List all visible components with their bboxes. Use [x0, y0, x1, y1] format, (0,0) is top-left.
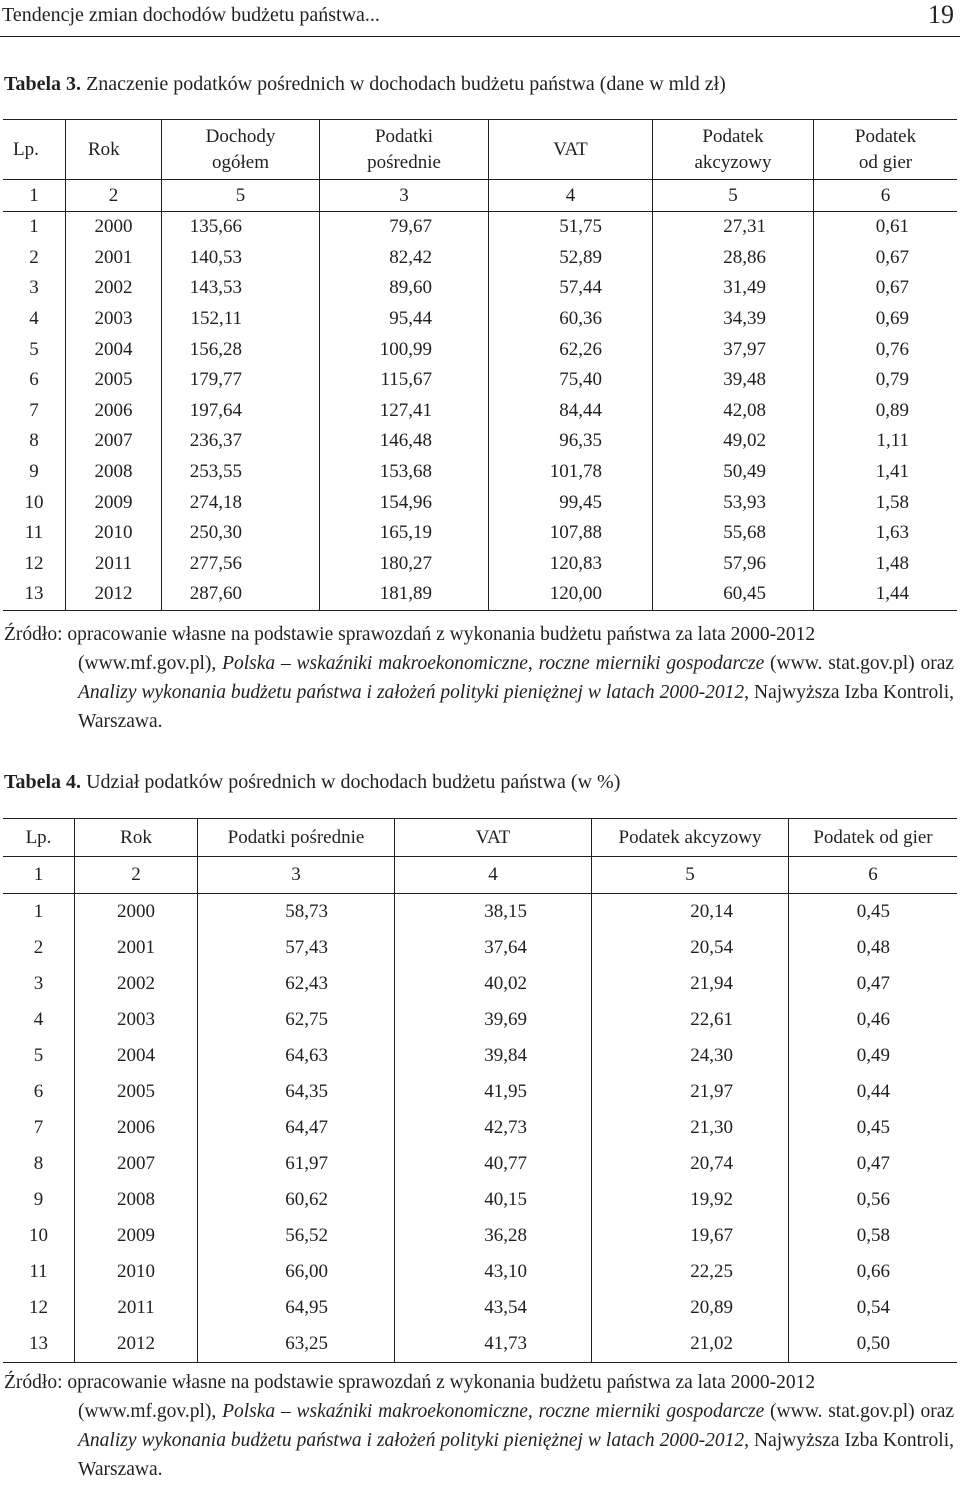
table-cell: 20,54 — [592, 930, 789, 966]
page-number: 19 — [928, 0, 954, 29]
table-cell: 2012 — [66, 579, 162, 610]
table-cell: 115,67 — [320, 365, 489, 396]
table-cell: 143,53 — [162, 273, 320, 304]
table-row — [3, 894, 957, 931]
table-cell: 39,84 — [395, 1038, 592, 1074]
table-row — [3, 1146, 957, 1182]
table-row — [3, 1074, 957, 1110]
table-cell: 27,31 — [653, 212, 814, 243]
table-row — [3, 243, 957, 274]
table-cell: 82,42 — [320, 243, 489, 274]
page-header — [0, 0, 960, 37]
table4 — [3, 818, 957, 1363]
col-header-gier — [814, 120, 958, 180]
table-row — [3, 1218, 957, 1254]
col-header-rok: Rok — [66, 120, 162, 180]
table-row — [3, 1110, 957, 1146]
table-cell: 146,48 — [320, 426, 489, 457]
column-number-row — [3, 180, 957, 212]
table-cell: 1,58 — [814, 487, 958, 518]
table-cell: 1,11 — [814, 426, 958, 457]
table-cell: 0,61 — [814, 212, 958, 243]
col-header-podatki: Podatki pośrednie — [198, 819, 395, 857]
table-cell: 95,44 — [320, 304, 489, 335]
table-cell: 63,25 — [198, 1326, 395, 1363]
table-cell: 20,14 — [592, 894, 789, 931]
table-cell: 253,55 — [162, 457, 320, 488]
table-cell: 2011 — [66, 549, 162, 580]
column-number-cell: 1 — [3, 857, 75, 894]
column-number-cell: 3 — [198, 857, 395, 894]
table-cell: 154,96 — [320, 487, 489, 518]
source-prefix: Źródło: opracowanie własne na podstawie sprawozdań z wykonania budżetu państwa za lata 2000-2012 — [4, 624, 816, 645]
table-row — [3, 304, 957, 335]
source-part2: (www. — [764, 1401, 823, 1422]
table-row — [3, 1290, 957, 1326]
table-cell: 43,54 — [395, 1290, 592, 1326]
table-cell: 60,36 — [489, 304, 653, 335]
table-cell: 1,48 — [814, 549, 958, 580]
table-cell: 12 — [29, 1297, 48, 1318]
table-cell: 64,35 — [198, 1074, 395, 1110]
table-cell: 84,44 — [489, 396, 653, 427]
table-cell: 2007 — [66, 426, 162, 457]
table-cell: 8 — [33, 1153, 44, 1174]
table-cell: 1,41 — [814, 457, 958, 488]
column-number-row — [3, 857, 957, 894]
table-cell: 2 — [29, 246, 39, 268]
table-cell: 2002 — [66, 273, 162, 304]
table-cell: 19,92 — [592, 1182, 789, 1218]
col-header-gier: Podatek od gier — [789, 819, 958, 857]
source-prefix: Źródło: opracowanie własne na podstawie sprawozdań z wykonania budżetu państwa za lata 2000-2012 — [4, 1372, 816, 1393]
column-number-cell: 5 — [162, 180, 320, 212]
table-cell: 1,63 — [814, 518, 958, 549]
table-cell: 22,25 — [592, 1254, 789, 1290]
table-row — [3, 518, 957, 549]
table-cell: 4 — [29, 308, 39, 330]
table-cell: 2005 — [66, 365, 162, 396]
table-cell: 2003 — [75, 1002, 198, 1038]
column-number-cell: 3 — [320, 180, 489, 212]
source-body — [4, 1397, 954, 1484]
table3-label: Tabela 3. — [4, 73, 82, 95]
table-cell: 39,48 — [653, 365, 814, 396]
table-cell: 20,74 — [592, 1146, 789, 1182]
col-header-lp: Lp. — [3, 819, 75, 857]
column-number-cell: 2 — [66, 180, 162, 212]
table-cell: 21,02 — [592, 1326, 789, 1363]
table-cell: 180,27 — [320, 549, 489, 580]
table-cell: 56,52 — [198, 1218, 395, 1254]
table-cell: 64,47 — [198, 1110, 395, 1146]
col-header-gier-line1: Podatek — [854, 125, 917, 147]
source-italic3: 2000-2012 — [659, 682, 745, 703]
table-row — [3, 426, 957, 457]
table-cell: 58,73 — [198, 894, 395, 931]
column-number-cell: 4 — [395, 857, 592, 894]
table-cell: 101,78 — [489, 457, 653, 488]
table-cell: 0,47 — [789, 966, 958, 1002]
table4-label: Tabela 4. — [4, 771, 82, 793]
table-cell: 6 — [33, 1081, 44, 1102]
source-part3: stat.gov.pl) oraz — [828, 1401, 955, 1422]
table-cell: 39,69 — [395, 1002, 592, 1038]
table-cell: 179,77 — [162, 365, 320, 396]
table-cell: 62,43 — [198, 966, 395, 1002]
table-cell: 127,41 — [320, 396, 489, 427]
table4-source-note — [4, 1368, 954, 1484]
table-cell: 66,00 — [198, 1254, 395, 1290]
table-cell: 1 — [29, 216, 39, 238]
table-cell: 13 — [3, 579, 66, 610]
table-cell: 10 — [24, 491, 44, 513]
table-cell: 2001 — [75, 930, 198, 966]
table-cell: 2005 — [75, 1074, 198, 1110]
table4-title: Udział podatków pośrednich w dochodach budżetu państwa (w %) — [86, 771, 621, 793]
table-cell: 9 — [29, 461, 39, 483]
table-cell: 0,47 — [789, 1146, 958, 1182]
source-italic1: Polska – wskaźniki makroekonomiczne, roczne mierniki gospodarcze — [222, 653, 765, 674]
col-header-akcyza-line1: Podatek — [702, 125, 764, 147]
table3-title: Znaczenie podatków pośrednich w dochodach budżetu państwa (dane w mld zł) — [86, 73, 726, 95]
col-header-dochody-line1: Dochody — [205, 125, 276, 147]
table-cell: 42,73 — [395, 1110, 592, 1146]
table-cell: 2006 — [75, 1110, 198, 1146]
table-cell: 12 — [24, 552, 44, 574]
col-header-gier-line2: od gier — [858, 151, 913, 173]
table-cell: 40,15 — [395, 1182, 592, 1218]
table-cell: 120,00 — [489, 579, 653, 610]
table-cell: 287,60 — [162, 579, 320, 610]
table-cell: 0,50 — [789, 1326, 958, 1363]
table3 — [3, 119, 957, 611]
table-cell: 3 — [33, 973, 44, 994]
table-cell: 2 — [33, 937, 44, 958]
table-cell: 0,67 — [814, 243, 958, 274]
col-header-dochody — [162, 120, 320, 180]
col-header-podatki-line2: pośrednie — [367, 151, 441, 173]
table-cell: 24,30 — [592, 1038, 789, 1074]
table-cell: 3 — [29, 277, 39, 299]
table-row — [3, 487, 957, 518]
table-cell: 100,99 — [320, 334, 489, 365]
table-row — [3, 212, 957, 243]
table-cell: 21,94 — [592, 966, 789, 1002]
table3-header-row — [3, 120, 957, 180]
table-row — [3, 966, 957, 1002]
table-cell: 277,56 — [162, 549, 320, 580]
table-cell: 21,30 — [592, 1110, 789, 1146]
table-cell: 5 — [33, 1045, 44, 1066]
column-number-cell: 6 — [789, 857, 958, 894]
source-body — [4, 649, 954, 736]
col-header-vat: VAT — [489, 120, 653, 180]
table-cell: 13 — [3, 1326, 75, 1363]
col-header-akcyza-line2: akcyzowy — [694, 151, 772, 173]
col-header-akcyza — [653, 120, 814, 180]
table-cell: 41,95 — [395, 1074, 592, 1110]
table-cell: 0,66 — [789, 1254, 958, 1290]
table-row — [3, 396, 957, 427]
table-cell: 0,89 — [814, 396, 958, 427]
table-cell: 165,19 — [320, 518, 489, 549]
table-cell: 60,45 — [653, 579, 814, 610]
table-cell: 64,63 — [198, 1038, 395, 1074]
column-number-cell: 5 — [592, 857, 789, 894]
table-cell: 274,18 — [162, 487, 320, 518]
table-cell: 57,43 — [198, 930, 395, 966]
source-part1: (www.mf.gov.pl), — [78, 1401, 223, 1422]
table-cell: 40,02 — [395, 966, 592, 1002]
table-cell: 10 — [29, 1225, 48, 1246]
table-cell: 0,58 — [789, 1218, 958, 1254]
table-cell: 135,66 — [162, 212, 320, 243]
table-cell: 53,93 — [653, 487, 814, 518]
table-cell: 49,02 — [653, 426, 814, 457]
table-row — [3, 273, 957, 304]
table-cell: 107,88 — [489, 518, 653, 549]
table-cell: 89,60 — [320, 273, 489, 304]
table-cell: 2004 — [75, 1038, 198, 1074]
table-cell: 2010 — [66, 518, 162, 549]
column-number-cell: 6 — [814, 180, 958, 212]
table-row — [3, 1002, 957, 1038]
table-cell: 2003 — [66, 304, 162, 335]
column-number-cell: 5 — [653, 180, 814, 212]
col-header-rok: Rok — [75, 819, 198, 857]
table-cell: 2000 — [75, 894, 198, 931]
col-header-podatki — [320, 120, 489, 180]
table-cell: 0,45 — [789, 1110, 958, 1146]
table-row — [3, 1038, 957, 1074]
table-cell: 8 — [29, 430, 39, 452]
table-cell: 2011 — [75, 1290, 198, 1326]
table-cell: 99,45 — [489, 487, 653, 518]
table-cell: 181,89 — [320, 579, 489, 610]
table-cell: 2010 — [75, 1254, 198, 1290]
table-cell: 0,49 — [789, 1038, 958, 1074]
table-cell: 2007 — [75, 1146, 198, 1182]
table-cell: 0,54 — [789, 1290, 958, 1326]
table-cell: 0,45 — [789, 894, 958, 931]
table-cell: 6 — [29, 369, 39, 391]
table-cell: 120,83 — [489, 549, 653, 580]
table-cell: 1,44 — [814, 579, 958, 610]
source-italic2: Analizy wykonania budżetu państwa i założeń polityki pieniężnej w latach — [78, 682, 655, 703]
table-cell: 57,96 — [653, 549, 814, 580]
table-cell: 11 — [29, 1261, 48, 1282]
table-cell: 0,79 — [814, 365, 958, 396]
table4-header-row — [3, 819, 957, 857]
table-cell: 4 — [33, 1009, 44, 1030]
col-header-akcyza: Podatek akcyzowy — [592, 819, 789, 857]
table-cell: 19,67 — [592, 1218, 789, 1254]
table-cell: 2002 — [75, 966, 198, 1002]
table-cell: 2001 — [66, 243, 162, 274]
table-cell: 36,28 — [395, 1218, 592, 1254]
table-cell: 31,49 — [653, 273, 814, 304]
table-cell: 0,76 — [814, 334, 958, 365]
table-cell: 61,97 — [198, 1146, 395, 1182]
table3-source-note — [4, 620, 954, 736]
column-number-cell: 2 — [75, 857, 198, 894]
running-title: Tendencje zmian dochodów budżetu państwa... — [2, 4, 380, 26]
table-cell: 20,89 — [592, 1290, 789, 1326]
table-cell: 52,89 — [489, 243, 653, 274]
table-cell: 62,26 — [489, 334, 653, 365]
table-cell: 2000 — [66, 212, 162, 243]
table-row — [3, 1326, 957, 1363]
table-row — [3, 579, 957, 610]
source-part4: , Najwyższa Izba Kontroli, Warszawa. — [78, 682, 954, 732]
table-cell: 140,53 — [162, 243, 320, 274]
table-cell: 34,39 — [653, 304, 814, 335]
table-row — [3, 1254, 957, 1290]
table-cell: 250,30 — [162, 518, 320, 549]
source-part1: (www.mf.gov.pl), — [78, 653, 223, 674]
table-row — [3, 334, 957, 365]
table-cell: 75,40 — [489, 365, 653, 396]
table-cell: 22,61 — [592, 1002, 789, 1038]
table-cell: 0,44 — [789, 1074, 958, 1110]
table-cell: 0,69 — [814, 304, 958, 335]
table-cell: 28,86 — [653, 243, 814, 274]
table-cell: 0,46 — [789, 1002, 958, 1038]
table-cell: 51,75 — [489, 212, 653, 243]
table-cell: 43,10 — [395, 1254, 592, 1290]
table-cell: 11 — [24, 522, 44, 544]
column-number-cell: 1 — [3, 180, 66, 212]
table-cell: 0,67 — [814, 273, 958, 304]
table-row — [3, 549, 957, 580]
table-cell: 2004 — [66, 334, 162, 365]
table-cell: 57,44 — [489, 273, 653, 304]
source-part3: stat.gov.pl) oraz — [828, 653, 955, 674]
table-row — [3, 457, 957, 488]
col-header-podatki-line1: Podatki — [374, 125, 434, 147]
source-italic1: Polska – wskaźniki makroekonomiczne, roczne mierniki gospodarcze — [222, 1401, 765, 1422]
table-cell: 2008 — [75, 1182, 198, 1218]
table-cell: 2012 — [75, 1326, 198, 1363]
source-italic3: 2000-2012 — [659, 1430, 745, 1451]
table-cell: 156,28 — [162, 334, 320, 365]
table-row — [3, 930, 957, 966]
table-cell: 0,56 — [789, 1182, 958, 1218]
table-cell: 21,97 — [592, 1074, 789, 1110]
table-cell: 153,68 — [320, 457, 489, 488]
table-cell: 42,08 — [653, 396, 814, 427]
col-header-lp: Lp. — [3, 120, 66, 180]
col-header-vat: VAT — [395, 819, 592, 857]
table-cell: 2006 — [66, 396, 162, 427]
column-number-cell: 4 — [489, 180, 653, 212]
table-row — [3, 1182, 957, 1218]
table-cell: 64,95 — [198, 1290, 395, 1326]
table-cell: 197,64 — [162, 396, 320, 427]
table-cell: 55,68 — [653, 518, 814, 549]
table-cell: 152,11 — [162, 304, 320, 335]
table-cell: 62,75 — [198, 1002, 395, 1038]
table-cell: 7 — [29, 399, 39, 421]
table-row — [3, 365, 957, 396]
table-cell: 5 — [29, 338, 39, 360]
table-cell: 60,62 — [198, 1182, 395, 1218]
table-cell: 37,64 — [395, 930, 592, 966]
table-cell: 40,77 — [395, 1146, 592, 1182]
source-italic2: Analizy wykonania budżetu państwa i założeń polityki pieniężnej w latach — [78, 1430, 655, 1451]
table-cell: 2008 — [66, 457, 162, 488]
table-cell: 2009 — [66, 487, 162, 518]
source-part4: , Najwyższa Izba Kontroli, Warszawa. — [78, 1430, 954, 1480]
table3-caption — [4, 73, 726, 96]
table-cell: 41,73 — [395, 1326, 592, 1363]
col-header-dochody-line2: ogółem — [212, 151, 269, 173]
table-cell: 1 — [33, 901, 44, 922]
table-cell: 2009 — [75, 1218, 198, 1254]
source-part2: (www. — [764, 653, 823, 674]
table4-caption — [4, 771, 620, 794]
table-cell: 37,97 — [653, 334, 814, 365]
table-cell: 79,67 — [320, 212, 489, 243]
table-cell: 7 — [33, 1117, 44, 1138]
table-cell: 50,49 — [653, 457, 814, 488]
table-cell: 9 — [33, 1189, 44, 1210]
table-cell: 236,37 — [162, 426, 320, 457]
table-cell: 0,48 — [789, 930, 958, 966]
table-cell: 38,15 — [395, 894, 592, 931]
table-cell: 96,35 — [489, 426, 653, 457]
